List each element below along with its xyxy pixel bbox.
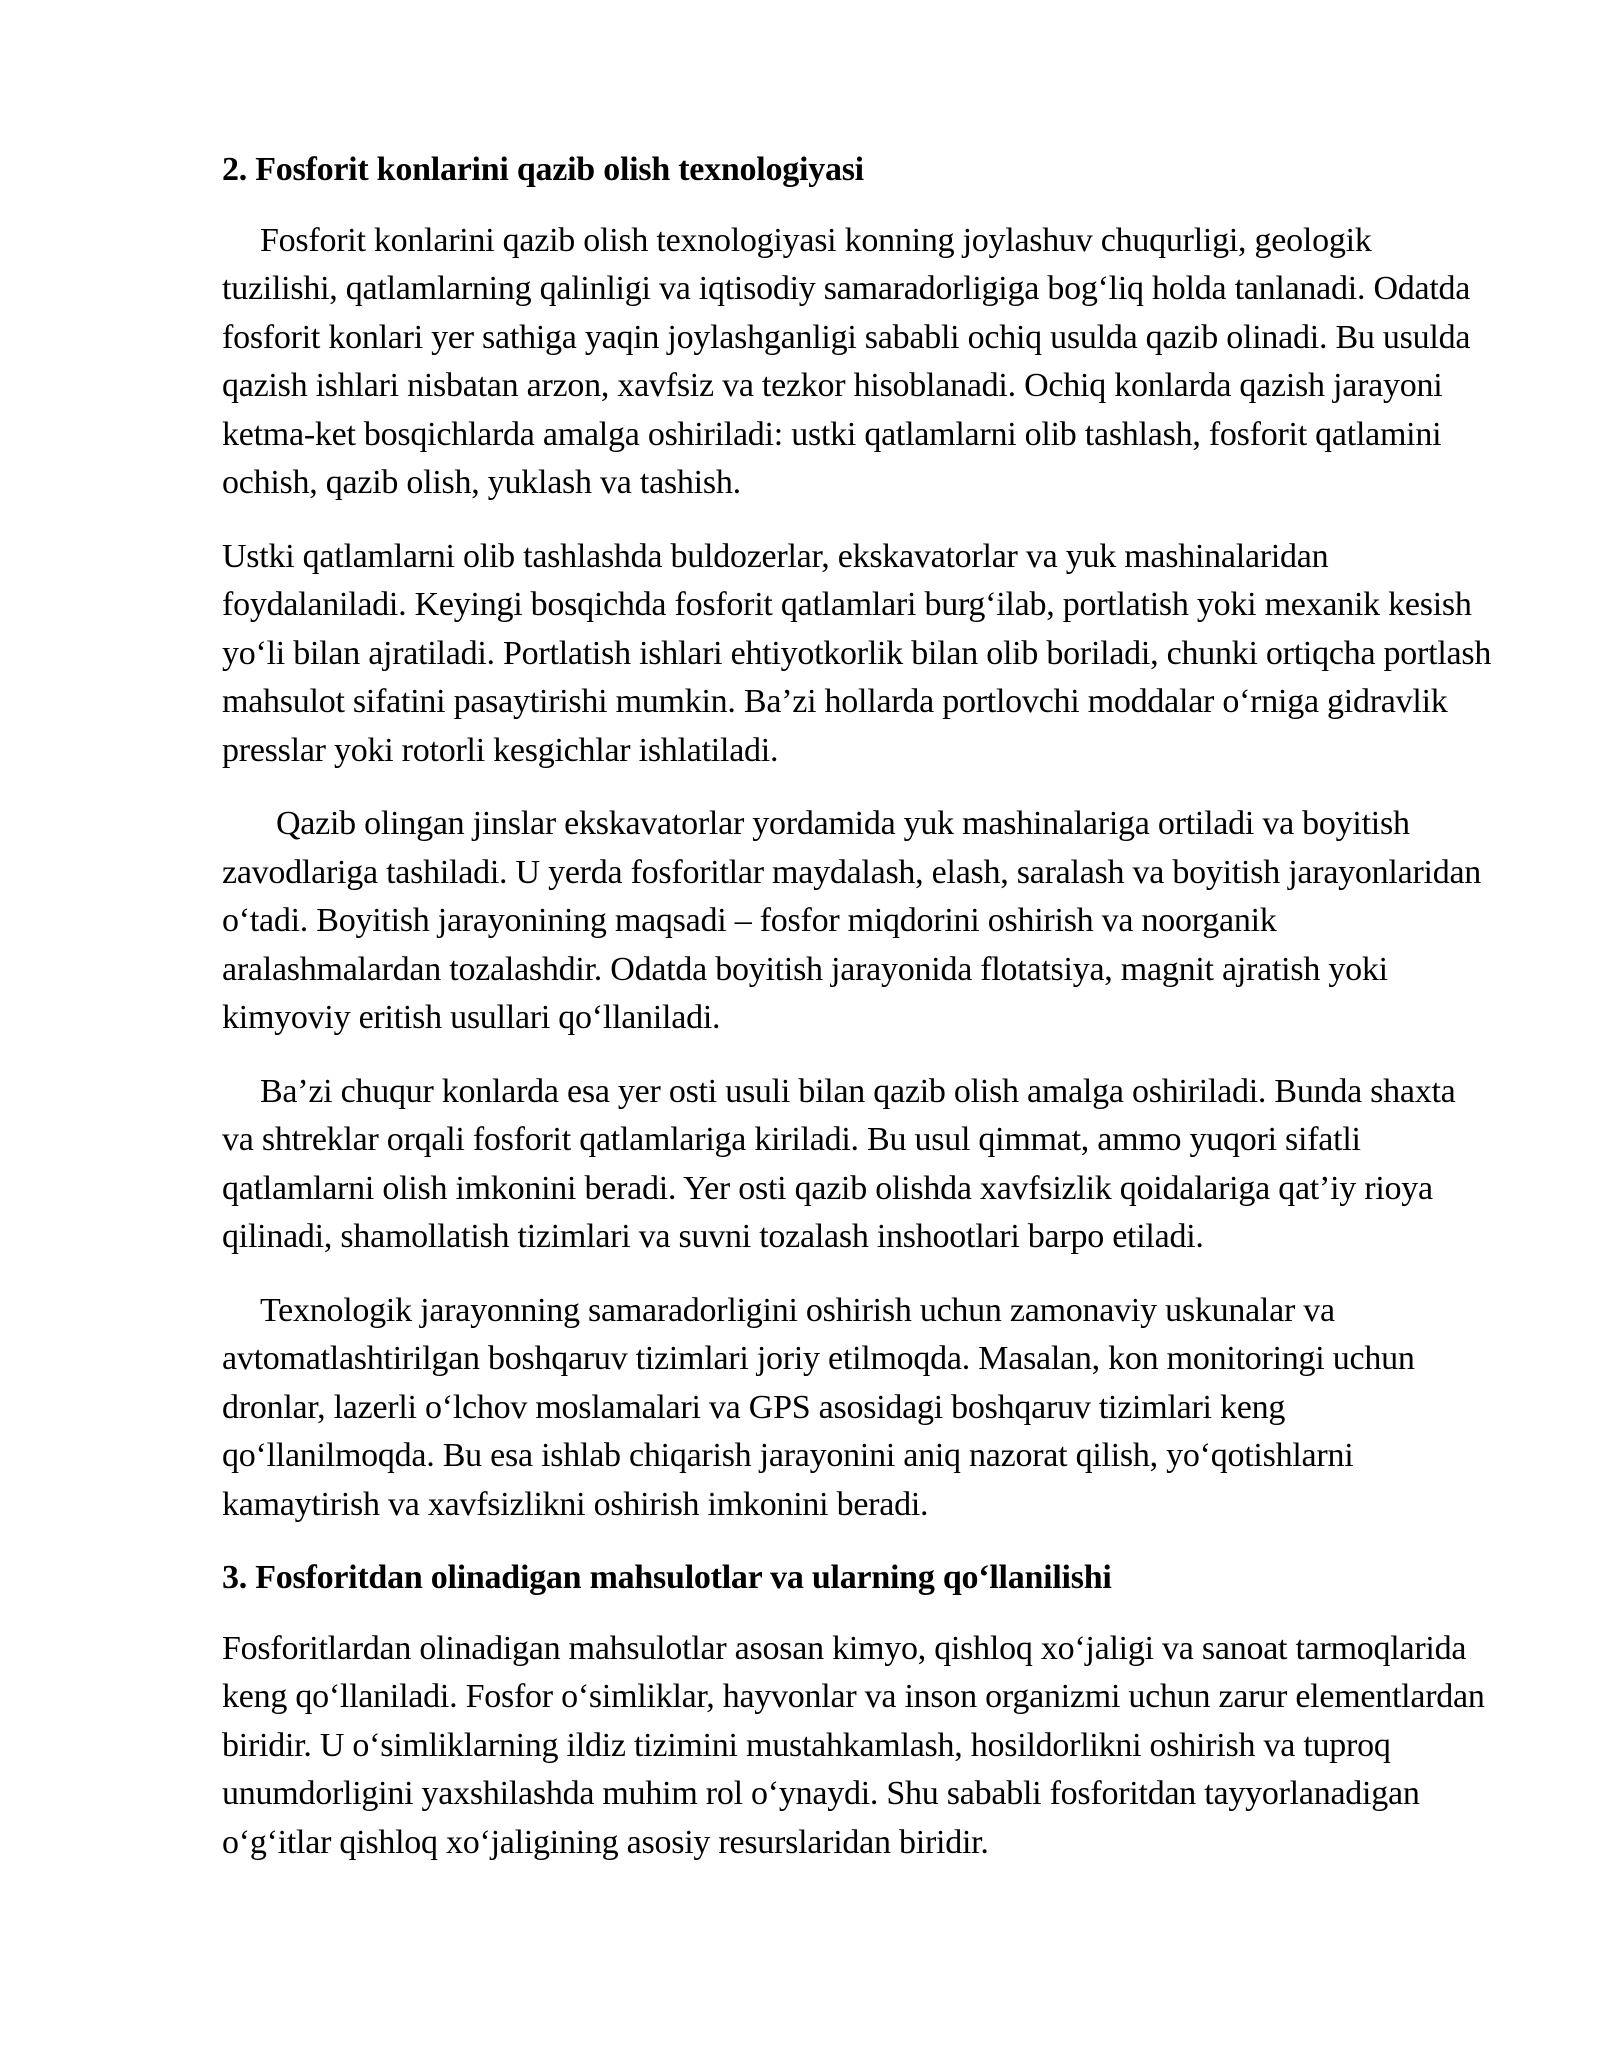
section-2-paragraph-3: Qazib olingan jinslar ekskavatorlar yordamida yuk mashinalariga ortiladi va boyitish zavodlariga tashiladi. U yerda fosforitlar maydalash, elash, saralash va boyitish jarayonlaridan o‘tadi. Boyitish jarayonining maqsadi – fosfor miqdorini oshirish va noorganik aralashmalardan tozalashdir. Odatda boyitish jarayonida flotatsiya, magnit ajratish yoki kimyoviy eritish usullari qo‘llaniladi. [222, 805, 1482, 1036]
section-2-paragraph-5: Texnologik jarayonning samaradorligini oshirish uchun zamonaviy uskunalar va avtomatlashtirilgan boshqaruv tizimlari joriy etilmoqda. Masalan, kon monitoringi uchun dronlar, lazerli o‘lchov moslamalari va GPS asosidagi boshqaruv tizimlari keng qo‘llanilmoqda. Bu esa ishlab chiqarish jarayonini aniq nazorat qilish, yo‘qotishlarni kamaytirish va xavfsizlikni oshirish imkonini beradi. [222, 1291, 1415, 1523]
section-2-paragraph-1: Fosforit konlarini qazib olish texnologiyasi konning joylashuv chuqurligi, geologik tuzilishi, qatlamlarning qalinligi va iqtisodiy samaradorligiga bog‘liq holda tanlanadi. Odatda fosforit konlari yer sathiga yaqin joylashganligi sababli ochiq usulda qazib olinadi. Bu usulda qazish ishlari nisbatan arzon, xavfsiz va tezkor hisoblanadi. Ochiq konlarda qazish jarayoni ketma-ket bosqichlarda amalga oshiriladi: ustki qatlamlarni olib tashlash, fosforit qatlamini ochish, qazib olish, yuklash va tashish. [222, 221, 1471, 501]
document-body [222, 146, 1492, 1892]
section-2-heading: 2. Fosforit konlarini qazib olish texnologiyasi [222, 151, 864, 188]
section-3-paragraph-1: Fosforitlardan olinadigan mahsulotlar asosan kimyo, qishloq xo‘jaligi va sanoat tarmoqlarida keng qo‘llaniladi. Fosfor o‘simliklar, hayvonlar va inson organizmi uchun zarur elementlardan biridir. U o‘simliklarning ildiz tizimini mustahkamlash, hosildorlikni oshirish va tuproq unumdorligini yaxshilashda muhim rol o‘ynaydi. Shu sababli fosforitdan tayyorlanadigan o‘g‘itlar qishloq xo‘jaligining asosiy resurslaridan biridir. [222, 1629, 1485, 1861]
section-3-heading: 3. Fosforitdan olinadigan mahsulotlar va ularning qo‘llanilishi [222, 1559, 1112, 1596]
section-2-paragraph-4: Ba’zi chuqur konlarda esa yer osti usuli bilan qazib olish amalga oshiriladi. Bunda shaxta va shtreklar orqali fosforit qatlamlariga kiriladi. Bu usul qimmat, ammo yuqori sifatli qatlamlarni olish imkonini beradi. Yer osti qazib olishda xavfsizlik qoidalariga qat’iy rioya qilinadi, shamollatish tizimlari va suvni tozalash inshootlari barpo etiladi. [222, 1072, 1456, 1255]
section-2-paragraph-2: Ustki qatlamlarni olib tashlashda buldozerlar, ekskavatorlar va yuk mashinalaridan foydalaniladi. Keyingi bosqichda fosforit qatlamlari burg‘ilab, portlatish yoki mexanik kesish yo‘li bilan ajratiladi. Portlatish ishlari ehtiyotkorlik bilan olib boriladi, chunki ortiqcha portlash mahsulot sifatini pasaytirishi mumkin. Ba’zi hollarda portlovchi moddalar o‘rniga gidravlik presslar yoki rotorli kesgichlar ishlatiladi. [222, 537, 1492, 769]
